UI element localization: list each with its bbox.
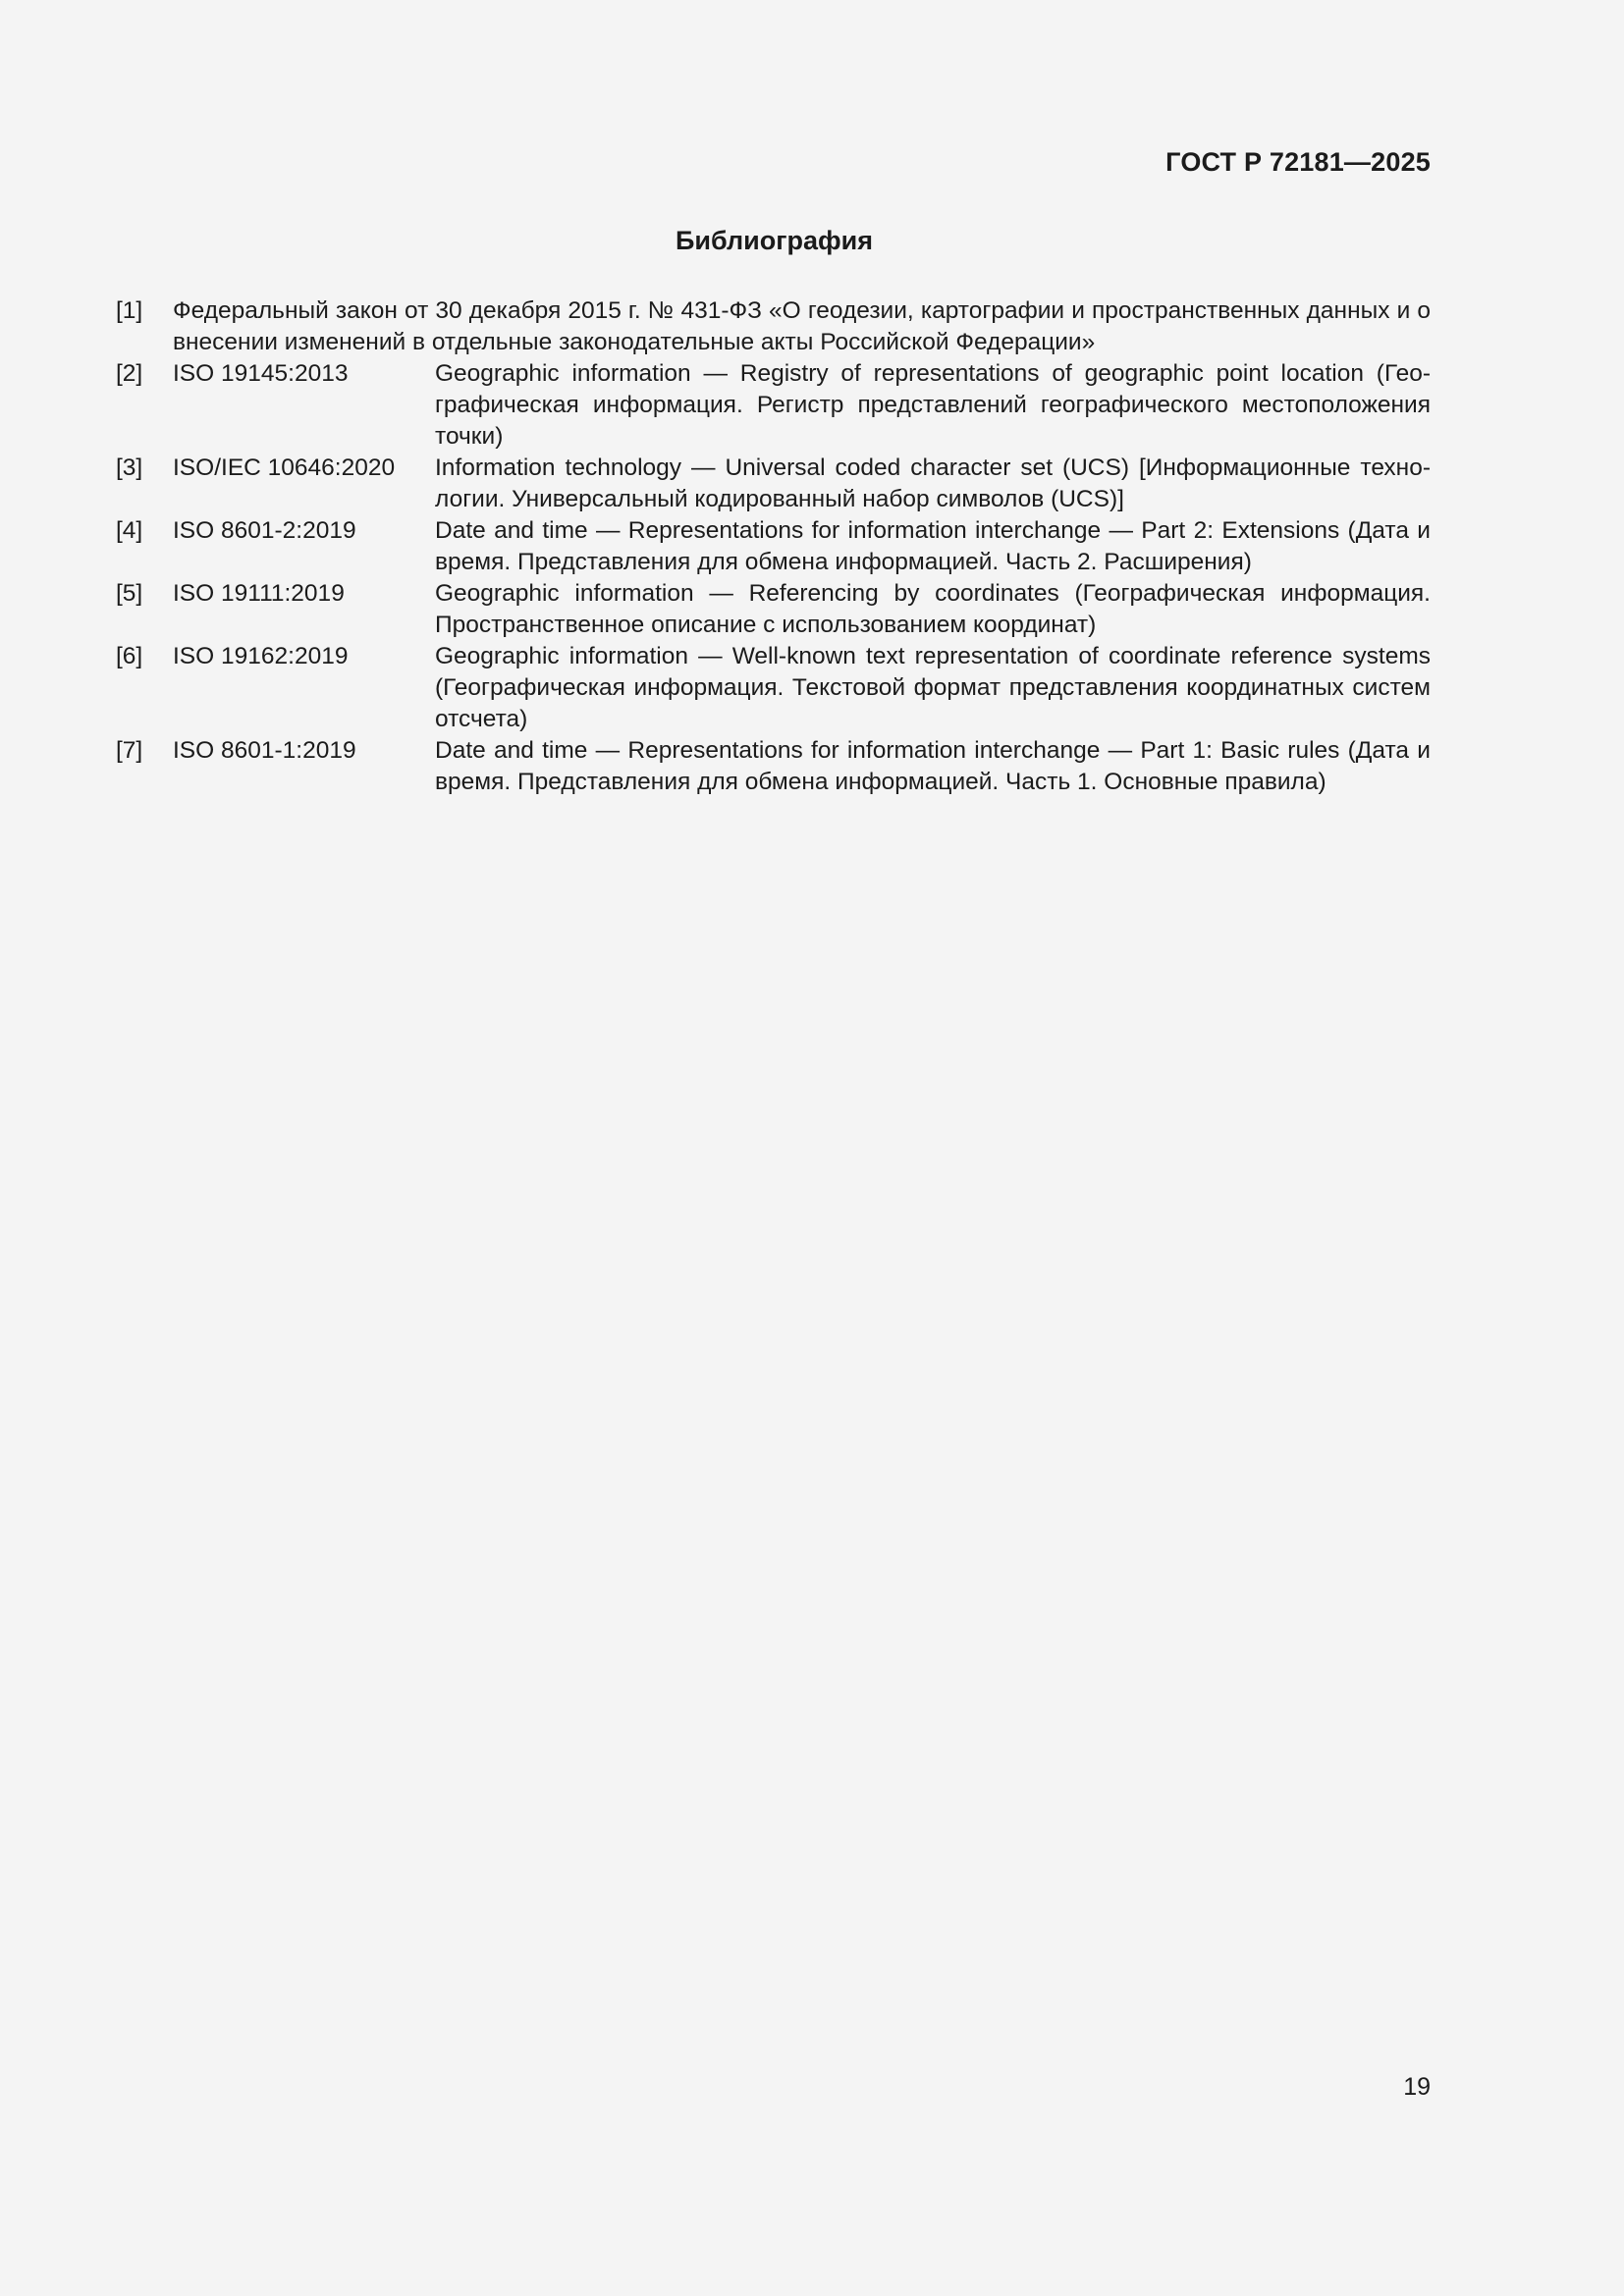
bibliography-entry-4 [116,515,1431,578]
bibliography-entry-2 [116,358,1431,453]
entry-text: Information technology — Universal coded character set (UCS) [Информационные техно-логии. Универсальный кодированный набор символов (UCS)] [435,454,1431,512]
bibliography-entry-7 [116,735,1431,798]
entry-designation: ISO 8601-2:2019 [173,517,356,544]
entry-number: [6] [116,643,143,669]
entry-number: [4] [116,517,143,544]
entry-number: [1] [116,297,143,324]
entry-designation: ISO 19162:2019 [173,643,349,669]
entry-number: [7] [116,737,143,764]
entry-text: Date and time — Representations for information interchange — Part 1: Basic rules (Дата и время. Представления для обмена информацией. Часть 1. Основные правила) [435,737,1431,795]
document-code: ГОСТ Р 72181—2025 [1165,147,1431,177]
entry-text: Geographic information — Registry of representations of geographic point location (Гео-графическая информация. Регистр представлений географического местоположения точки) [435,360,1431,450]
entry-text: Geographic information — Well-known text representation of coordinate reference systems (Географическая информация. Текстовой формат представления координатных систем отсчета) [435,643,1431,732]
entry-designation: ISO 19145:2013 [173,360,349,387]
entry-number: [3] [116,454,143,481]
entry-designation: ISO/IEC 10646:2020 [173,454,396,481]
entry-text: Date and time — Representations for information interchange — Part 2: Extensions (Дата и время. Представления для обмена информацией. Часть 2. Расширения) [435,517,1431,575]
bibliography-list [116,295,1431,798]
entry-designation: ISO 19111:2019 [173,580,345,607]
bibliography-entry-3 [116,453,1431,515]
entry-text: Федеральный закон от 30 декабря 2015 г. № 431-ФЗ «О геодезии, картографии и пространственных данных и о внесении изменений в отдельные законодательные акты Российской Федерации» [173,297,1431,355]
entry-designation: ISO 8601-1:2019 [173,737,356,764]
page-number: 19 [1403,2073,1431,2101]
entry-text: Geographic information — Referencing by coordinates (Географическая информация. Пространственное описание с использованием координат) [435,580,1431,638]
entry-number: [5] [116,580,143,607]
entry-number: [2] [116,360,143,387]
bibliography-entry-6 [116,641,1431,735]
bibliography-entry-1 [116,295,1431,358]
bibliography-title: Библиография [676,226,873,255]
bibliography-entry-5 [116,578,1431,641]
